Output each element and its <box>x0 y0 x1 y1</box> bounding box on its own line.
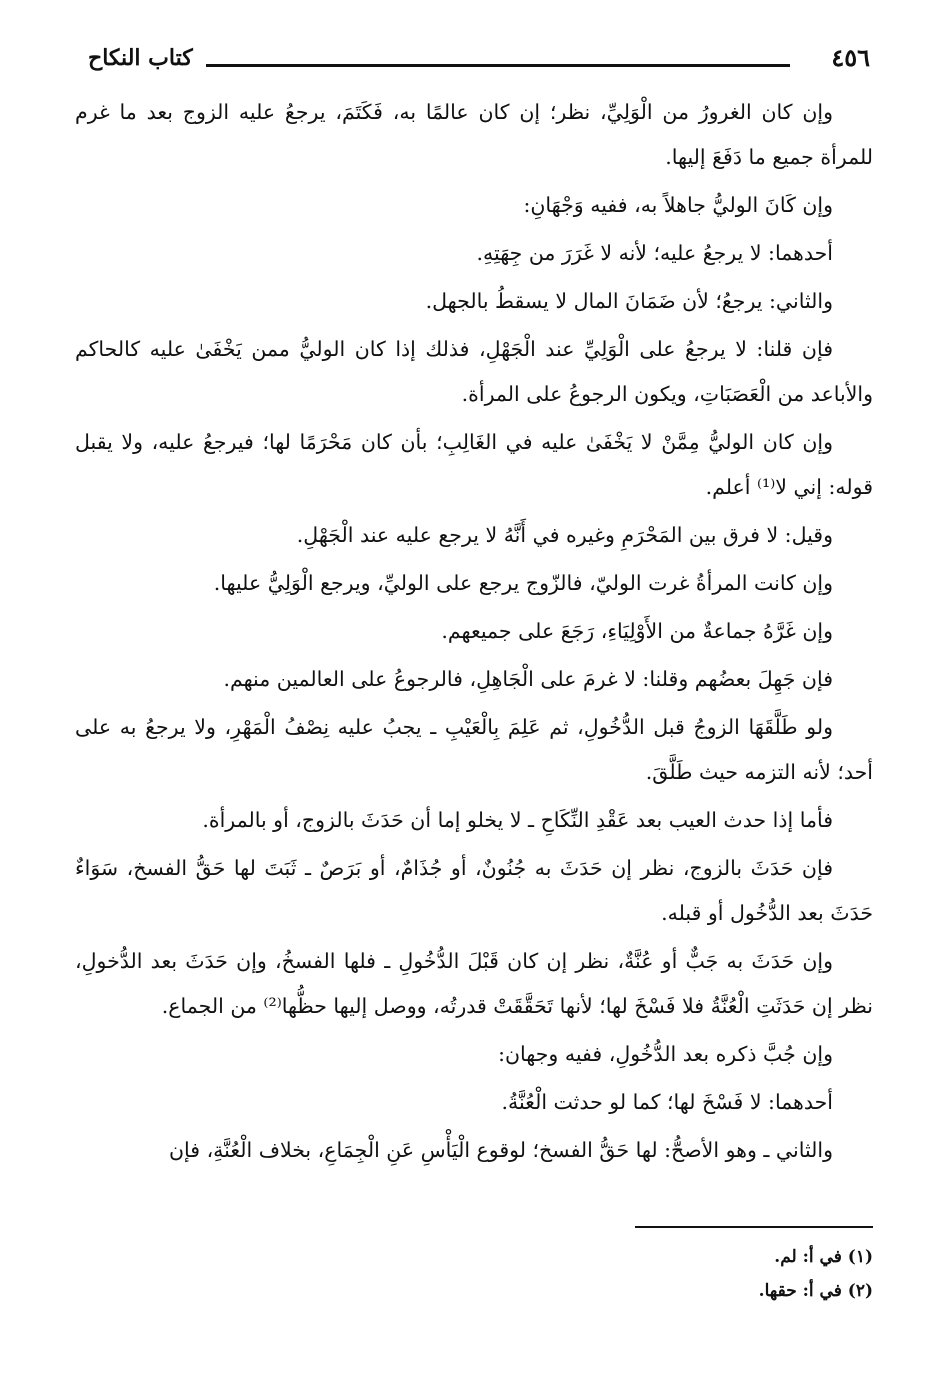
paragraph: وإن كان الوليُّ مِمَّنْ لا يَخْفَىٰ عليه في الغَالِبِ؛ بأن كان مَحْرَمًا لها؛ فيرجعُ عليه، ولا يقبل قوله: إني لا⁽¹⁾ أعلم. <box>75 430 873 499</box>
paragraph: فإن جَهِلَ بعضُهم وقلنا: لا غرمَ على الْجَاهِلِ، فالرجوعُ على العالمين منهم. <box>223 667 833 691</box>
paragraph: وإن كَانَ الوليُّ جاهلاً به، ففيه وَجْهَانِ: <box>523 193 833 217</box>
footnote: (٢) في أ: حقها. <box>758 1281 873 1301</box>
page-header <box>88 42 870 82</box>
paragraph: وإن كان الغرورُ من الْوَلِيِّ، نظر؛ إن كان عالمًا به، فَكَتَمَ، يرجعُ عليه الزوج بعد ما غرم للمرأة جميع ما دَفَعَ إليها. <box>75 100 873 169</box>
paragraph: وقيل: لا فرق بين المَحْرَمِ وغيره في أَنَّهُ لا يرجع عليه عند الْجَهْلِ. <box>296 523 833 547</box>
paragraph: وإن جُبَّ ذكره بعد الدُّخُولِ، ففيه وجهان: <box>498 1042 833 1066</box>
paragraph: وإن غَرَّهُ جماعةٌ من الأَوْلِيَاءِ، رَجَعَ على جميعهم. <box>441 619 833 643</box>
paragraph: فأما إذا حدث العيب بعد عَقْدِ النِّكَاحِ ـ لا يخلو إما أن حَدَثَ بالزوج، أو بالمرأة. <box>202 808 833 832</box>
paragraph: أحدهما: لا يرجعُ عليه؛ لأنه لا غَرَرَ من جِهَتِهِ. <box>476 241 833 265</box>
main-text <box>75 90 873 1176</box>
paragraph: أحدهما: لا فَسْخَ لها؛ كما لو حدثت الْعُنَّةُ. <box>501 1090 833 1114</box>
paragraph: والثاني: يرجعُ؛ لأن ضَمَانَ المال لا يسقطُ بالجهل. <box>425 289 833 313</box>
footnote: (١) في أ: لم. <box>774 1247 873 1267</box>
footnote-separator <box>635 1226 873 1228</box>
paragraph: وإن كانت المرأةُ غرت الوليّ، فالزّوج يرجع على الوليِّ، ويرجع الْوَلِيُّ عليها. <box>213 571 833 595</box>
paragraph: فإن قلنا: لا يرجعُ على الْوَلِيِّ عند الْجَهْلِ، فذلك إذا كان الوليُّ ممن يَخْفَىٰ عليه كالحاكم والأباعد من الْعَصَبَاتِ، ويكون الرجوعُ على المرأة. <box>75 337 873 406</box>
paragraph: والثاني ـ وهو الأصحُّ: لها حَقُّ الفسخ؛ لوقوع الْيَأْسِ عَنِ الْجِمَاعِ، بخلاف الْعُنَّةِ، فإن <box>168 1138 833 1162</box>
footnotes <box>453 1240 873 1308</box>
header-rule <box>206 64 790 67</box>
page-number: ٤٥٦ <box>831 43 870 72</box>
paragraph: ولو طَلَّقَهَا الزوجُ قبل الدُّخُولِ، ثم عَلِمَ بِالْعَيْبِ ـ يجبُ عليه نِصْفُ الْمَهْرِ، ولا يرجعُ به على أحد؛ لأنه التزمه حيث طَلَّقَ. <box>75 715 873 784</box>
book-title: كتاب النكاح <box>88 45 193 71</box>
paragraph: فإن حَدَثَ بالزوج، نظر إن حَدَثَ به جُنُونٌ، أو جُذَامٌ، أو بَرَصٌ ـ ثَبَتَ لها حَقُّ الفسخ، سَوَاءٌ حَدَثَ بعد الدُّخُول أو قبله. <box>75 856 873 925</box>
paragraph: وإن حَدَثَ به جَبٌّ أو عُنَّةٌ، نظر إن كان قَبْلَ الدُّخُولِ ـ فلها الفسخُ، وإن حَدَثَ بعد الدُّخولِ، نظر إن حَدَثَتِ الْعُنَّةُ فلا فَسْخَ لها؛ لأنها تَحَقَّقَتْ قدرتُه، ووصل إليها حظُّها⁽²⁾ من الجماع. <box>75 949 873 1018</box>
